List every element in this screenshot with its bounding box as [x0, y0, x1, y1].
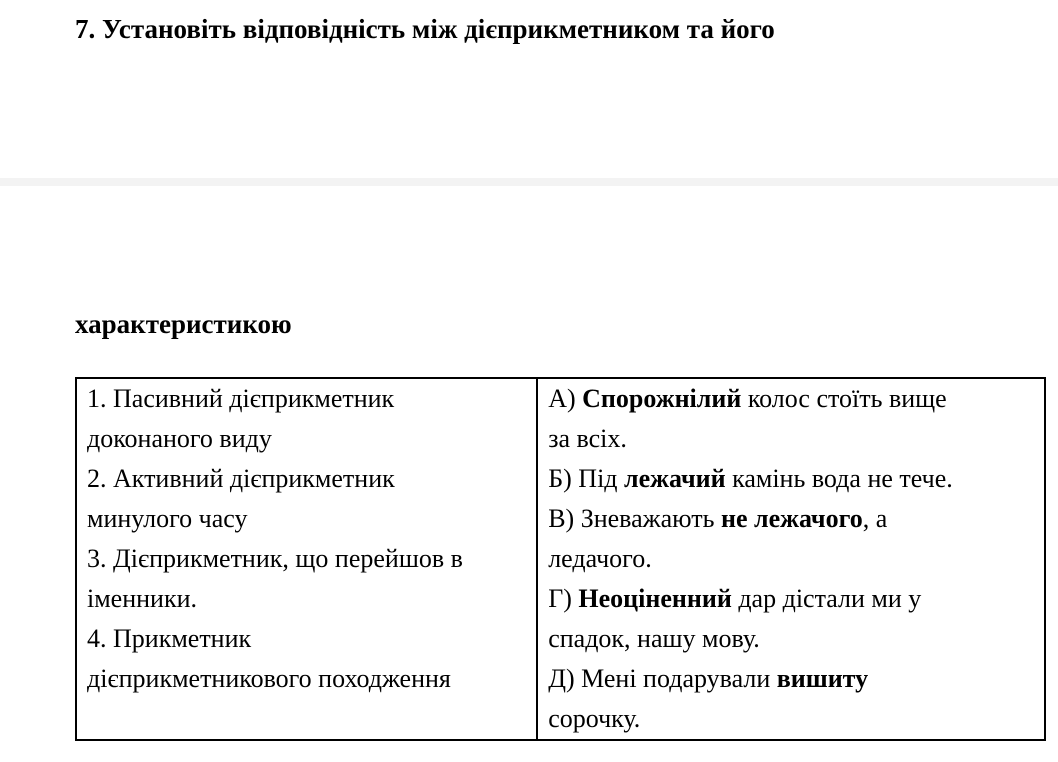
example-a-participle: Спорожнілий — [582, 384, 742, 413]
characteristic-4-line1: 4. Прикметник — [87, 624, 252, 653]
characteristic-2-line2: минулого часу — [87, 504, 248, 533]
matching-table — [75, 377, 1046, 741]
example-c-line2: ледачого. — [548, 544, 652, 573]
examples-column — [537, 378, 1045, 740]
characteristic-1-line1: 1. Пасивний дієприкметник — [87, 384, 395, 413]
task-heading: 7. Установіть відповідність між дієприкметником та його — [75, 14, 775, 44]
table-row — [76, 378, 1045, 740]
example-d-line2: спадок, нашу мову. — [548, 624, 760, 653]
characteristic-1-line2: доконаного виду — [87, 424, 272, 453]
characteristics-column — [76, 378, 537, 740]
example-c-line1: В) Зневажають не лежачого, а — [548, 504, 888, 533]
example-d-participle: Неоціненний — [578, 584, 732, 613]
task-heading-continued: характеристикою — [75, 309, 292, 339]
example-b-participle: лежачий — [624, 464, 726, 493]
example-a-line1: А) Спорожнілий колос стоїть вище — [548, 384, 947, 413]
example-b-line1: Б) Під лежачий камінь вода не тече. — [548, 464, 953, 493]
example-a-line2: за всіх. — [548, 424, 627, 453]
example-e-line2: сорочку. — [548, 704, 641, 733]
example-e-line1: Д) Мені подарували вишиту — [548, 664, 869, 693]
characteristic-4-line2: дієприкметникового походження — [87, 664, 451, 693]
characteristic-2-line1: 2. Активний дієприкметник — [87, 464, 395, 493]
characteristic-3-line1: 3. Дієприкметник, що перейшов в — [87, 544, 463, 573]
example-c-participle: не лежачого — [720, 504, 863, 533]
example-d-line1: Г) Неоціненний дар дістали ми у — [548, 584, 922, 613]
page-gap — [0, 178, 1058, 186]
characteristic-3-line2: іменники. — [87, 584, 198, 613]
example-e-participle: вишиту — [776, 664, 869, 693]
